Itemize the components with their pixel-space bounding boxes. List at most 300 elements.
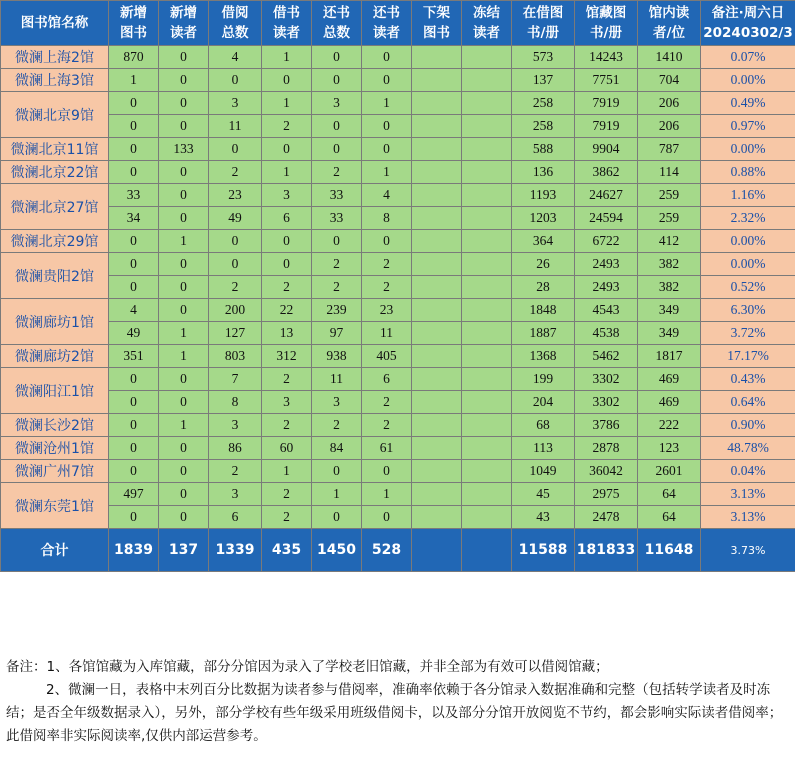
- data-cell: [462, 161, 512, 184]
- data-cell: 33: [109, 184, 159, 207]
- data-cell: 61: [362, 437, 412, 460]
- data-cell: 0: [159, 299, 209, 322]
- borrow-rate-cell: 17.17%: [701, 345, 795, 368]
- data-cell: 24627: [575, 184, 638, 207]
- data-cell: 6: [262, 207, 312, 230]
- table-row: [1, 46, 795, 69]
- data-cell: 573: [512, 46, 575, 69]
- data-cell: [462, 368, 512, 391]
- library-name: 微澜上海3馆: [1, 69, 109, 92]
- data-cell: [412, 92, 462, 115]
- column-header: [312, 1, 362, 46]
- column-header-line: 读者: [170, 25, 197, 41]
- data-cell: 704: [638, 69, 701, 92]
- total-cell: 3.73%: [701, 529, 795, 572]
- data-cell: 222: [638, 414, 701, 437]
- total-cell: 181833: [575, 529, 638, 572]
- column-header-line: 书/册: [527, 25, 559, 41]
- data-cell: 0: [262, 138, 312, 161]
- data-cell: 0: [159, 368, 209, 391]
- data-cell: 3: [312, 391, 362, 414]
- data-cell: [462, 46, 512, 69]
- data-cell: [412, 46, 462, 69]
- data-cell: [462, 69, 512, 92]
- column-header: [159, 1, 209, 46]
- data-cell: [412, 230, 462, 253]
- data-cell: [412, 506, 462, 529]
- data-cell: [412, 69, 462, 92]
- column-header-line: 书/册: [590, 25, 622, 41]
- total-cell: 1450: [312, 529, 362, 572]
- table-row: [1, 506, 795, 529]
- data-cell: 5462: [575, 345, 638, 368]
- table-row: [1, 161, 795, 184]
- data-cell: 2: [262, 115, 312, 138]
- data-cell: 13: [262, 322, 312, 345]
- column-header: [462, 1, 512, 46]
- borrow-rate-cell: 0.88%: [701, 161, 795, 184]
- data-cell: 8: [362, 207, 412, 230]
- table-header: [1, 1, 795, 46]
- borrow-rate-cell: 3.13%: [701, 506, 795, 529]
- column-header-line: 馆内读: [648, 5, 690, 21]
- data-cell: [412, 253, 462, 276]
- table-row: [1, 276, 795, 299]
- data-cell: [462, 276, 512, 299]
- borrow-rate-cell: 0.49%: [701, 92, 795, 115]
- data-cell: 2975: [575, 483, 638, 506]
- data-cell: 3: [312, 92, 362, 115]
- data-cell: 3862: [575, 161, 638, 184]
- column-header: [109, 1, 159, 46]
- data-cell: 349: [638, 299, 701, 322]
- data-cell: 0: [262, 69, 312, 92]
- data-cell: [412, 345, 462, 368]
- data-cell: 0: [159, 437, 209, 460]
- data-cell: 2: [262, 368, 312, 391]
- data-cell: 11: [362, 322, 412, 345]
- data-cell: 0: [109, 92, 159, 115]
- data-cell: 49: [109, 322, 159, 345]
- data-cell: 1368: [512, 345, 575, 368]
- footnote-1: 备注：1、各馆馆藏为入库馆藏，部分分馆因为录入了学校老旧馆藏，并非全部为有效可以借阅馆藏；: [6, 659, 609, 675]
- table-row: [1, 69, 795, 92]
- data-cell: 7919: [575, 92, 638, 115]
- data-cell: 469: [638, 391, 701, 414]
- data-cell: 0: [109, 230, 159, 253]
- data-cell: 0: [362, 69, 412, 92]
- data-cell: 11: [209, 115, 262, 138]
- data-cell: 2: [362, 276, 412, 299]
- data-cell: [412, 299, 462, 322]
- data-cell: 4: [109, 299, 159, 322]
- data-cell: [412, 414, 462, 437]
- data-cell: 0: [312, 460, 362, 483]
- data-cell: 0: [209, 138, 262, 161]
- column-header-line: 总数: [221, 25, 249, 41]
- data-cell: 0: [109, 253, 159, 276]
- data-cell: 0: [159, 69, 209, 92]
- data-cell: [462, 207, 512, 230]
- column-header-line: 新增: [120, 5, 147, 21]
- table-row: [1, 253, 795, 276]
- data-cell: [412, 207, 462, 230]
- data-cell: 204: [512, 391, 575, 414]
- table-row: [1, 345, 795, 368]
- data-cell: 0: [109, 368, 159, 391]
- data-cell: 0: [312, 138, 362, 161]
- data-cell: 0: [109, 506, 159, 529]
- data-cell: 136: [512, 161, 575, 184]
- data-cell: 2: [209, 276, 262, 299]
- data-cell: 0: [109, 161, 159, 184]
- data-cell: 1049: [512, 460, 575, 483]
- data-cell: 6722: [575, 230, 638, 253]
- total-cell: 528: [362, 529, 412, 572]
- data-cell: 4538: [575, 322, 638, 345]
- data-cell: 0: [159, 506, 209, 529]
- data-cell: [412, 322, 462, 345]
- data-cell: 2: [312, 276, 362, 299]
- column-header: [209, 1, 262, 46]
- data-cell: 3: [209, 414, 262, 437]
- borrow-rate-cell: 0.00%: [701, 138, 795, 161]
- data-cell: 3: [209, 483, 262, 506]
- borrow-rate-cell: 0.43%: [701, 368, 795, 391]
- data-cell: 259: [638, 207, 701, 230]
- data-cell: 787: [638, 138, 701, 161]
- data-cell: 1: [159, 230, 209, 253]
- data-cell: 0: [312, 506, 362, 529]
- column-header-line: 还书: [323, 5, 350, 21]
- data-cell: 0: [109, 460, 159, 483]
- data-cell: 26: [512, 253, 575, 276]
- borrow-rate-cell: 3.72%: [701, 322, 795, 345]
- data-cell: 0: [262, 253, 312, 276]
- library-name: 微澜北京9馆: [1, 92, 109, 138]
- data-cell: 2: [312, 161, 362, 184]
- data-cell: 1: [262, 46, 312, 69]
- data-cell: 137: [512, 69, 575, 92]
- column-header-line: 总数: [323, 25, 350, 41]
- totals-row: [1, 529, 795, 572]
- table-row: [1, 184, 795, 207]
- data-cell: 4: [362, 184, 412, 207]
- table-row: [1, 437, 795, 460]
- data-cell: 1848: [512, 299, 575, 322]
- borrow-rate-cell: 0.00%: [701, 253, 795, 276]
- data-cell: 3: [262, 184, 312, 207]
- data-cell: 2878: [575, 437, 638, 460]
- data-cell: 3786: [575, 414, 638, 437]
- library-name: 微澜贵阳2馆: [1, 253, 109, 299]
- data-cell: 1: [159, 345, 209, 368]
- data-cell: [462, 322, 512, 345]
- total-cell: [462, 529, 512, 572]
- data-cell: 2: [209, 460, 262, 483]
- table-row: [1, 138, 795, 161]
- data-cell: 469: [638, 368, 701, 391]
- library-name: 微澜廊坊1馆: [1, 299, 109, 345]
- data-cell: 23: [209, 184, 262, 207]
- data-cell: 2478: [575, 506, 638, 529]
- data-cell: 412: [638, 230, 701, 253]
- data-cell: 11: [312, 368, 362, 391]
- library-name: 微澜廊坊2馆: [1, 345, 109, 368]
- data-cell: 49: [209, 207, 262, 230]
- column-header: [362, 1, 412, 46]
- table-row: [1, 460, 795, 483]
- column-header-line: 图书馆名称: [20, 15, 89, 31]
- data-cell: [462, 506, 512, 529]
- data-cell: 0: [262, 230, 312, 253]
- data-cell: 64: [638, 483, 701, 506]
- library-name: 微澜沧州1馆: [1, 437, 109, 460]
- data-cell: 3: [262, 391, 312, 414]
- data-cell: 2493: [575, 253, 638, 276]
- data-cell: [412, 437, 462, 460]
- data-cell: 0: [362, 138, 412, 161]
- data-cell: 405: [362, 345, 412, 368]
- borrow-rate-cell: 1.16%: [701, 184, 795, 207]
- data-cell: 7919: [575, 115, 638, 138]
- borrow-rate-cell: 0.64%: [701, 391, 795, 414]
- data-cell: [462, 391, 512, 414]
- column-header: [412, 1, 462, 46]
- data-cell: 0: [159, 92, 209, 115]
- table-footer-totals: [1, 529, 795, 572]
- borrow-rate-cell: 0.90%: [701, 414, 795, 437]
- data-cell: 1: [362, 92, 412, 115]
- data-cell: 86: [209, 437, 262, 460]
- column-header-line: 下架: [423, 5, 450, 21]
- data-cell: 870: [109, 46, 159, 69]
- library-name: 微澜上海2馆: [1, 46, 109, 69]
- data-cell: 0: [159, 46, 209, 69]
- data-cell: [412, 161, 462, 184]
- data-cell: 0: [209, 69, 262, 92]
- data-cell: 1: [262, 161, 312, 184]
- total-cell: [412, 529, 462, 572]
- total-cell: 435: [262, 529, 312, 572]
- column-header-line: 读者: [373, 25, 400, 41]
- data-cell: 382: [638, 276, 701, 299]
- data-cell: 199: [512, 368, 575, 391]
- data-cell: 382: [638, 253, 701, 276]
- data-cell: 2: [312, 253, 362, 276]
- data-cell: 28: [512, 276, 575, 299]
- data-cell: 1: [262, 460, 312, 483]
- table-row: [1, 414, 795, 437]
- data-cell: 2: [362, 253, 412, 276]
- table-row: [1, 483, 795, 506]
- data-cell: [412, 391, 462, 414]
- column-header: [1, 1, 109, 46]
- data-cell: 0: [312, 115, 362, 138]
- column-header-line: 在借图: [522, 5, 564, 21]
- data-cell: 1887: [512, 322, 575, 345]
- data-cell: 349: [638, 322, 701, 345]
- table-row: [1, 230, 795, 253]
- data-cell: 312: [262, 345, 312, 368]
- data-cell: 4543: [575, 299, 638, 322]
- data-cell: 1: [109, 69, 159, 92]
- data-cell: 2: [362, 414, 412, 437]
- column-header-line: 读者: [273, 25, 300, 41]
- data-cell: 1: [362, 483, 412, 506]
- data-cell: 0: [209, 253, 262, 276]
- data-cell: 239: [312, 299, 362, 322]
- data-cell: 22: [262, 299, 312, 322]
- column-header: [701, 1, 795, 46]
- data-cell: 0: [109, 276, 159, 299]
- column-header-line: 读者: [473, 25, 500, 41]
- column-header-line: 者/位: [653, 25, 685, 41]
- data-cell: 2601: [638, 460, 701, 483]
- column-header-line: 图书: [120, 25, 147, 41]
- borrow-rate-cell: 6.30%: [701, 299, 795, 322]
- total-cell: 11648: [638, 529, 701, 572]
- data-cell: 0: [312, 230, 362, 253]
- data-cell: 2: [312, 414, 362, 437]
- total-cell: 1839: [109, 529, 159, 572]
- data-cell: [462, 92, 512, 115]
- data-cell: 7: [209, 368, 262, 391]
- data-cell: 43: [512, 506, 575, 529]
- library-name: 微澜北京11馆: [1, 138, 109, 161]
- data-cell: 0: [362, 46, 412, 69]
- data-cell: 0: [109, 115, 159, 138]
- data-cell: 588: [512, 138, 575, 161]
- data-cell: 23: [362, 299, 412, 322]
- data-cell: 7751: [575, 69, 638, 92]
- data-cell: 34: [109, 207, 159, 230]
- table-row: [1, 92, 795, 115]
- borrow-rate-cell: 0.07%: [701, 46, 795, 69]
- data-cell: 0: [109, 138, 159, 161]
- borrow-rate-cell: 0.97%: [701, 115, 795, 138]
- data-cell: 33: [312, 184, 362, 207]
- library-name: 微澜长沙2馆: [1, 414, 109, 437]
- data-cell: 0: [159, 460, 209, 483]
- data-cell: 206: [638, 115, 701, 138]
- data-cell: 0: [159, 184, 209, 207]
- data-cell: 36042: [575, 460, 638, 483]
- library-name: 微澜北京27馆: [1, 184, 109, 230]
- data-cell: [462, 115, 512, 138]
- data-cell: 1: [159, 322, 209, 345]
- table-row: [1, 391, 795, 414]
- data-cell: 3302: [575, 391, 638, 414]
- data-cell: 68: [512, 414, 575, 437]
- column-header-line: 图书: [423, 25, 450, 41]
- data-cell: [462, 345, 512, 368]
- data-cell: 803: [209, 345, 262, 368]
- table-row: [1, 368, 795, 391]
- header-row: [1, 1, 795, 46]
- data-cell: 0: [312, 69, 362, 92]
- data-cell: [462, 253, 512, 276]
- data-cell: 9904: [575, 138, 638, 161]
- column-header-line: 冻结: [473, 5, 500, 21]
- data-cell: 351: [109, 345, 159, 368]
- data-cell: 1: [159, 414, 209, 437]
- borrow-rate-cell: 0.52%: [701, 276, 795, 299]
- data-cell: 45: [512, 483, 575, 506]
- data-cell: 84: [312, 437, 362, 460]
- column-header-line: 还书: [373, 5, 400, 21]
- column-header-line: 20240302/3: [703, 25, 793, 41]
- library-name: 微澜北京22馆: [1, 161, 109, 184]
- data-cell: 0: [109, 414, 159, 437]
- column-header: [575, 1, 638, 46]
- column-header: [512, 1, 575, 46]
- library-name: 微澜广州7馆: [1, 460, 109, 483]
- data-cell: [412, 115, 462, 138]
- data-cell: [412, 460, 462, 483]
- data-cell: 0: [362, 460, 412, 483]
- data-cell: [462, 483, 512, 506]
- table-row: [1, 299, 795, 322]
- data-cell: 114: [638, 161, 701, 184]
- data-cell: 0: [159, 276, 209, 299]
- data-cell: [462, 230, 512, 253]
- data-cell: 14243: [575, 46, 638, 69]
- data-cell: 0: [159, 391, 209, 414]
- data-cell: 127: [209, 322, 262, 345]
- data-cell: 259: [638, 184, 701, 207]
- data-cell: 2493: [575, 276, 638, 299]
- data-cell: [412, 276, 462, 299]
- data-cell: [412, 368, 462, 391]
- data-cell: 0: [362, 506, 412, 529]
- column-header-line: 借书: [273, 5, 300, 21]
- data-cell: [412, 483, 462, 506]
- data-cell: 0: [362, 115, 412, 138]
- data-cell: 123: [638, 437, 701, 460]
- data-cell: 2: [262, 414, 312, 437]
- column-header-line: 新增: [170, 5, 197, 21]
- data-cell: 364: [512, 230, 575, 253]
- data-cell: [412, 184, 462, 207]
- data-cell: 497: [109, 483, 159, 506]
- data-cell: 1203: [512, 207, 575, 230]
- data-cell: 1410: [638, 46, 701, 69]
- data-cell: 1193: [512, 184, 575, 207]
- data-cell: 206: [638, 92, 701, 115]
- data-cell: 2: [262, 483, 312, 506]
- column-header: [638, 1, 701, 46]
- data-cell: 1: [262, 92, 312, 115]
- column-header: [262, 1, 312, 46]
- data-cell: [412, 138, 462, 161]
- data-cell: [462, 437, 512, 460]
- data-cell: 4: [209, 46, 262, 69]
- borrow-rate-cell: 48.78%: [701, 437, 795, 460]
- column-header-line: 借阅: [221, 5, 249, 21]
- data-cell: 0: [159, 207, 209, 230]
- data-cell: 97: [312, 322, 362, 345]
- data-cell: 0: [362, 230, 412, 253]
- data-cell: 133: [159, 138, 209, 161]
- data-cell: 1: [362, 161, 412, 184]
- data-cell: [462, 414, 512, 437]
- table-body: [1, 46, 795, 529]
- total-cell: 137: [159, 529, 209, 572]
- table-row: [1, 207, 795, 230]
- borrow-rate-cell: 0.00%: [701, 230, 795, 253]
- borrow-rate-cell: 2.32%: [701, 207, 795, 230]
